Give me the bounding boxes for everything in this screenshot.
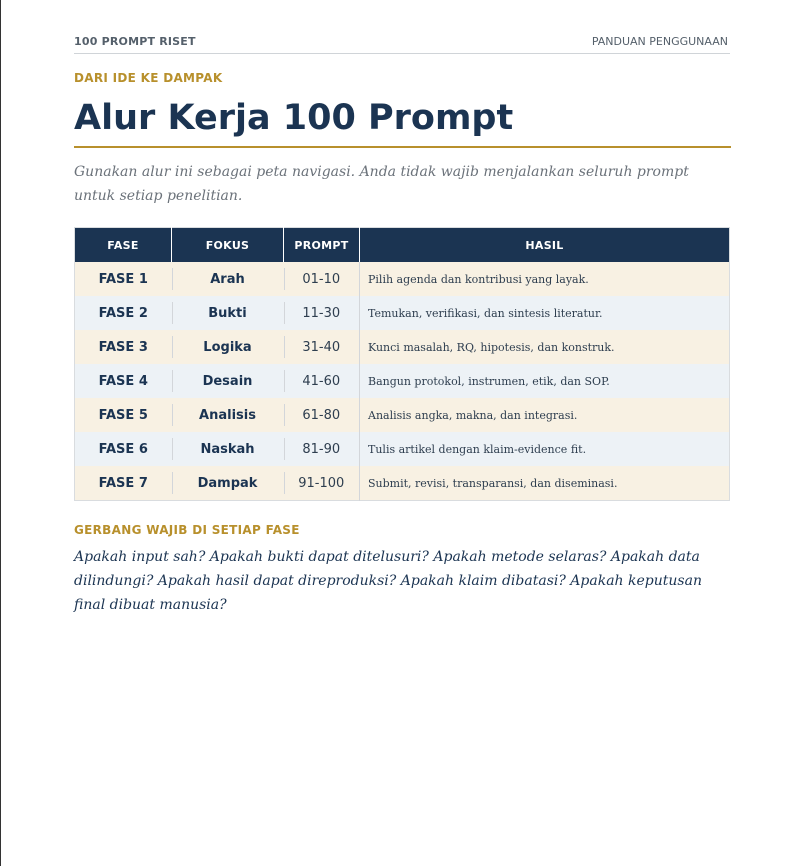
column-header-fokus: FOKUS xyxy=(172,228,284,263)
intro-text: Gunakan alur ini sebagai peta navigasi. Anda tidak wajib menjalankan seluruh prompt untuk setiap penelitian. xyxy=(74,164,689,204)
cell-fase: FASE 5 xyxy=(75,398,172,432)
cell-hasil: Kunci masalah, RQ, hipotesis, dan konstruk. xyxy=(360,330,730,364)
cell-hasil: Tulis artikel dengan klaim-evidence fit. xyxy=(360,432,730,466)
cell-prompt: 81-90 xyxy=(284,432,360,466)
cell-fokus: Logika xyxy=(172,330,284,364)
cell-fase: FASE 7 xyxy=(75,466,172,501)
cell-fokus: Desain xyxy=(172,364,284,398)
table-row xyxy=(75,330,730,364)
cell-fase: FASE 3 xyxy=(75,330,172,364)
cell-prompt: 01-10 xyxy=(284,262,360,296)
table-row xyxy=(75,398,730,432)
gate-heading: GERBANG WAJIB DI SETIAP FASE xyxy=(74,523,300,537)
page-left-border xyxy=(0,0,1,866)
cell-prompt: 11-30 xyxy=(284,296,360,330)
table-header-row xyxy=(75,228,730,263)
table-row xyxy=(75,432,730,466)
table-row xyxy=(75,364,730,398)
gate-questions: Apakah input sah? Apakah bukti dapat ditelusuri? Apakah metode selaras? Apakah data dilindungi? Apakah hasil dapat direproduksi? Apakah klaim dibatasi? Apakah keputusan final dibuat manusia? xyxy=(74,549,702,613)
phase-table xyxy=(74,227,730,501)
cell-prompt: 41-60 xyxy=(284,364,360,398)
cell-fokus: Analisis xyxy=(172,398,284,432)
cell-prompt: 91-100 xyxy=(284,466,360,501)
cell-hasil: Submit, revisi, transparansi, dan diseminasi. xyxy=(360,466,730,501)
cell-fase: FASE 6 xyxy=(75,432,172,466)
table-row xyxy=(75,466,730,501)
cell-fase: FASE 2 xyxy=(75,296,172,330)
cell-fase: FASE 4 xyxy=(75,364,172,398)
header-document-name: 100 PROMPT RISET xyxy=(74,35,196,48)
cell-fase: FASE 1 xyxy=(75,262,172,296)
table-row xyxy=(75,296,730,330)
column-header-prompt: PROMPT xyxy=(284,228,360,263)
section-eyebrow: DARI IDE KE DAMPAK xyxy=(74,71,223,85)
cell-fokus: Naskah xyxy=(172,432,284,466)
running-header xyxy=(74,35,730,54)
cell-prompt: 31-40 xyxy=(284,330,360,364)
cell-fokus: Dampak xyxy=(172,466,284,501)
cell-hasil: Temukan, verifikasi, dan sintesis literatur. xyxy=(360,296,730,330)
table-row xyxy=(75,262,730,296)
cell-hasil: Analisis angka, makna, dan integrasi. xyxy=(360,398,730,432)
cell-hasil: Pilih agenda dan kontribusi yang layak. xyxy=(360,262,730,296)
cell-prompt: 61-80 xyxy=(284,398,360,432)
column-header-hasil: HASIL xyxy=(360,228,730,263)
column-header-fase: FASE xyxy=(75,228,172,263)
title-divider xyxy=(74,146,731,148)
cell-hasil: Bangun protokol, instrumen, etik, dan SOP. xyxy=(360,364,730,398)
cell-fokus: Bukti xyxy=(172,296,284,330)
cell-fokus: Arah xyxy=(172,262,284,296)
page-title: Alur Kerja 100 Prompt xyxy=(74,98,514,138)
header-section-name: PANDUAN PENGGUNAAN xyxy=(591,35,728,48)
